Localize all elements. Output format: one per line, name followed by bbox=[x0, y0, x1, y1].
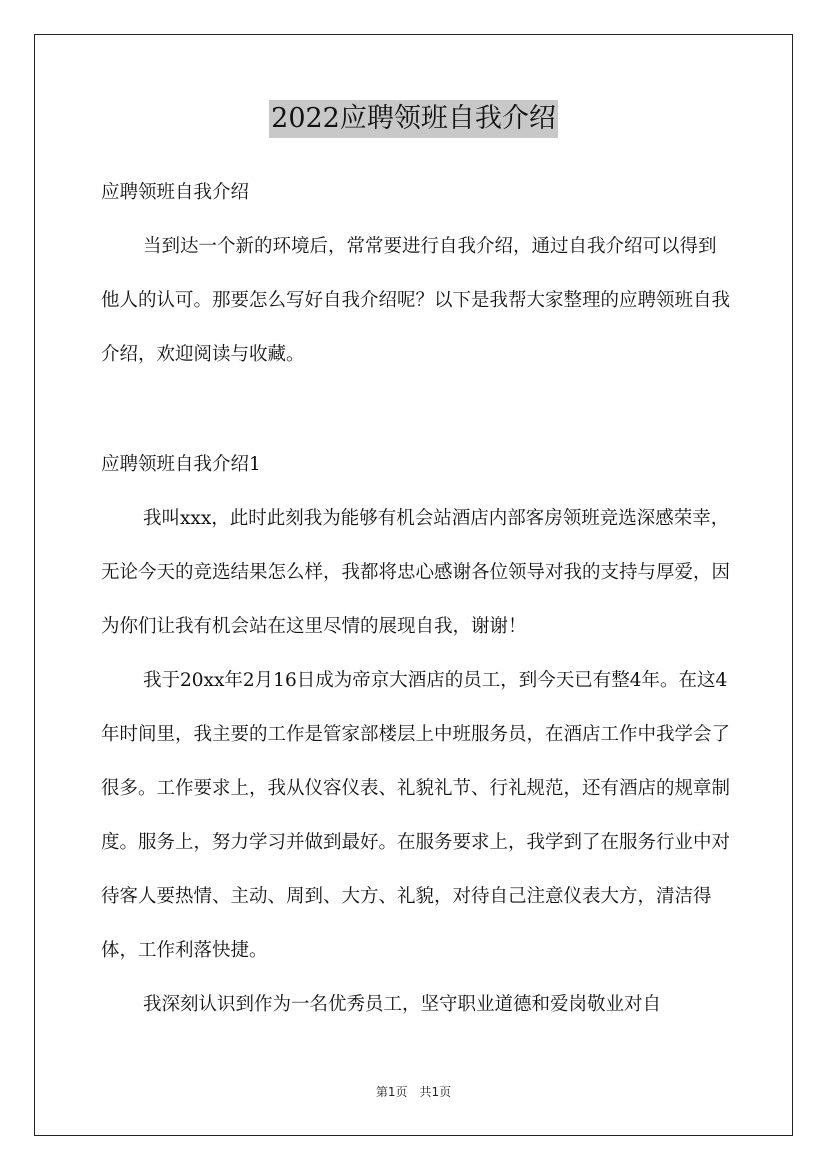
intro-paragraph: 当到达一个新的环境后，常常要进行自我介绍，通过自我介绍可以得到他人的认可。那要怎么写好自我介绍呢？以下是我帮大家整理的应聘领班自我介绍，欢迎阅读与收藏。 bbox=[101, 236, 731, 365]
subtitle: 应聘领班自我介绍 bbox=[101, 182, 250, 203]
document-title: 2022应聘领班自我介绍 bbox=[269, 100, 558, 138]
section-heading: 应聘领班自我介绍1 bbox=[101, 454, 261, 475]
page-footer: 第1页 共1页 bbox=[375, 1085, 452, 1099]
paragraph-1: 我叫xxx，此时此刻我为能够有机会站酒店内部客房领班竞选深感荣幸，无论今天的竞选结果怎么样，我都将忠心感谢各位领导对我的支持与厚爱，因为你们让我有机会站在这里尽情的展现自我，谢谢！ bbox=[101, 508, 731, 637]
paragraph-2: 我于20xx年2月16日成为帝京大酒店的员工，到今天已有整4年。在这4年时间里，我主要的工作是管家部楼层上中班服务员，在酒店工作中我学会了很多。工作要求上，我从仪容仪表、礼貌礼节、行礼规范，还有酒店的规章制度。服务上，努力学习并做到最好。在服务要求上，我学到了在服务行业中对待客人要热情、主动、周到、大方、礼貌，对待自己注意仪表大方，清洁得体，工作利落快捷。 bbox=[101, 670, 731, 961]
paragraph-3: 我深刻认识到作为一名优秀员工，坚守职业道德和爱岗敬业对自 bbox=[143, 994, 662, 1015]
